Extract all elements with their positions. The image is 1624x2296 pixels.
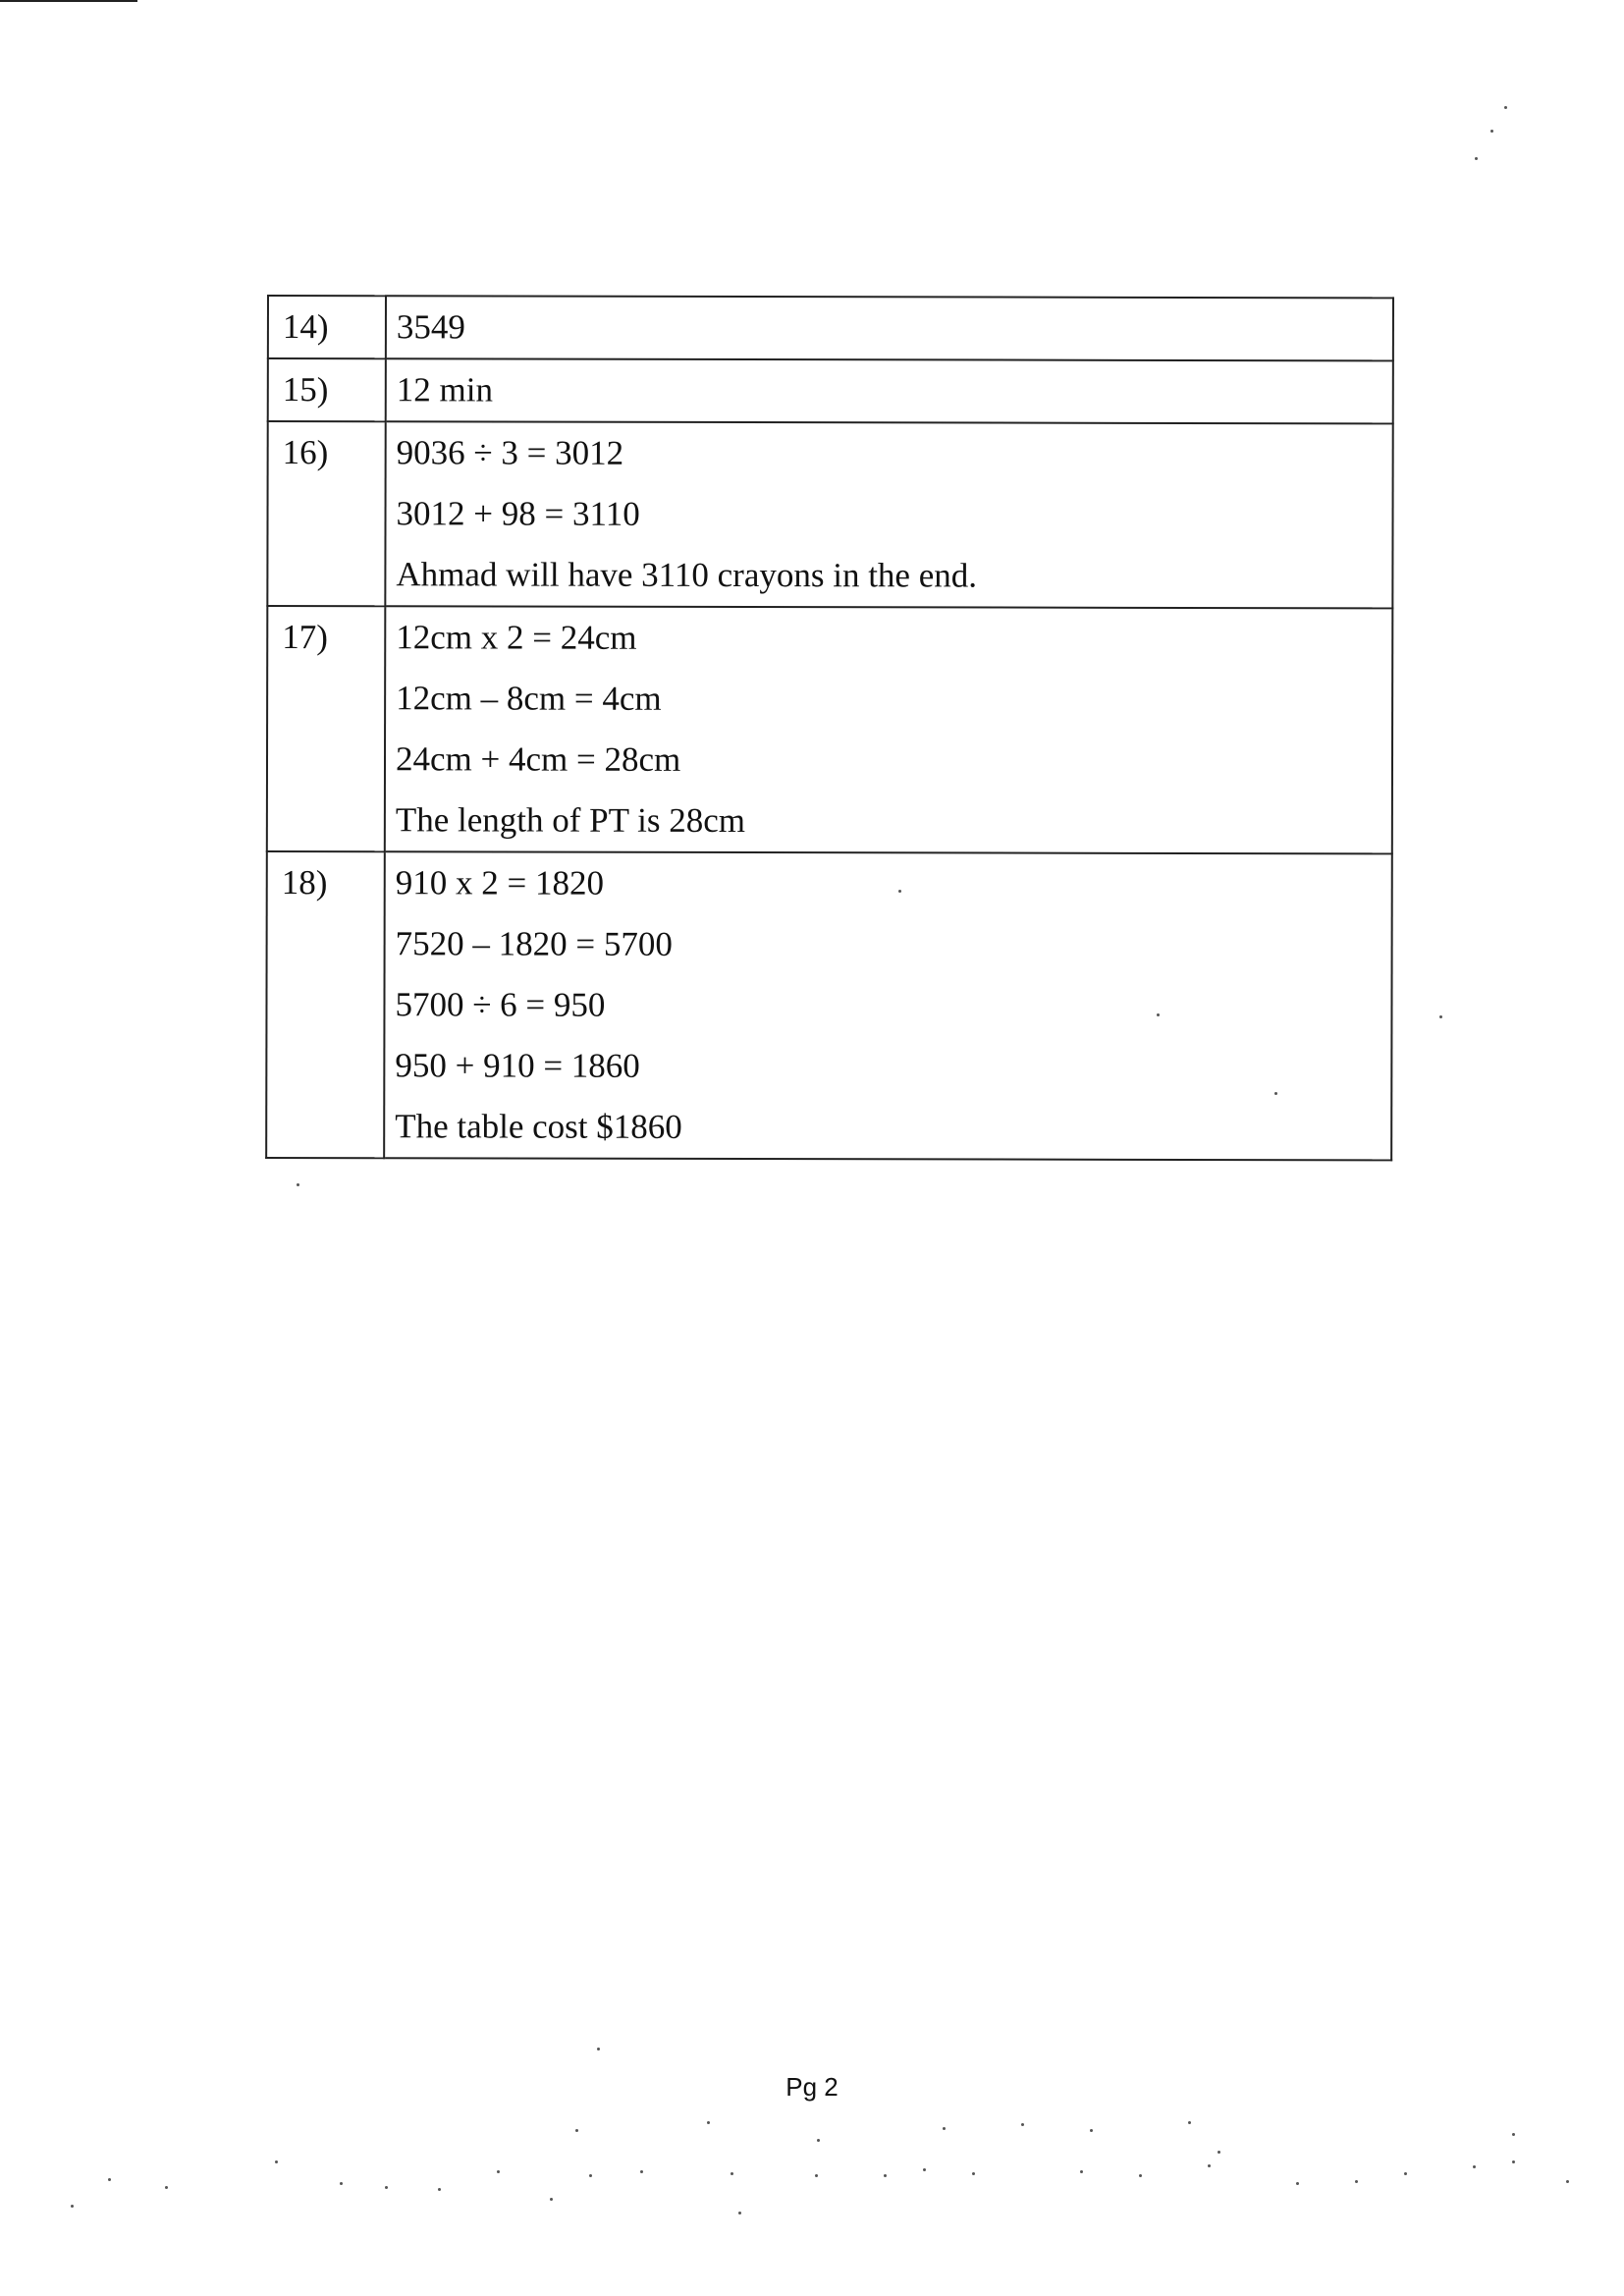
answer-cell bbox=[386, 358, 1393, 423]
answer-line: 3549 bbox=[396, 307, 465, 347]
answer-line: 910 x 2 = 1820 bbox=[395, 863, 605, 902]
answer-line: 12 min bbox=[396, 370, 494, 410]
answer-line: 5700 ÷ 6 = 950 bbox=[395, 985, 606, 1024]
page-number: Pg 2 bbox=[785, 2072, 839, 2102]
question-number: 14) bbox=[268, 296, 386, 358]
table-row bbox=[267, 421, 1392, 608]
table-row bbox=[268, 296, 1393, 360]
answer-cell bbox=[386, 296, 1393, 360]
question-number: 15) bbox=[268, 358, 386, 421]
answer-line: Ahmad will have 3110 crayons in the end. bbox=[396, 555, 978, 595]
answer-line: 950 + 910 = 1860 bbox=[395, 1046, 640, 1085]
table-row bbox=[266, 851, 1392, 1160]
answer-table bbox=[265, 295, 1394, 1161]
answer-line: 12cm – 8cm = 4cm bbox=[396, 679, 662, 718]
answer-cell bbox=[384, 851, 1392, 1160]
top-rule bbox=[0, 0, 137, 2]
question-number: 18) bbox=[266, 851, 385, 1158]
answer-line: 3012 + 98 = 3110 bbox=[396, 494, 640, 533]
answer-line: The table cost $1860 bbox=[395, 1107, 682, 1146]
answer-line: The length of PT is 28cm bbox=[395, 800, 746, 841]
answer-cell bbox=[385, 421, 1392, 608]
table-row bbox=[267, 606, 1393, 853]
answer-line: 7520 – 1820 = 5700 bbox=[395, 924, 673, 963]
answer-line: 9036 ÷ 3 = 3012 bbox=[396, 433, 624, 472]
question-number: 17) bbox=[267, 606, 386, 851]
answer-line: 24cm + 4cm = 28cm bbox=[395, 739, 681, 779]
answer-cell bbox=[385, 606, 1393, 853]
answer-line: 12cm x 2 = 24cm bbox=[396, 618, 637, 657]
table-row bbox=[268, 358, 1393, 423]
question-number: 16) bbox=[267, 421, 385, 606]
